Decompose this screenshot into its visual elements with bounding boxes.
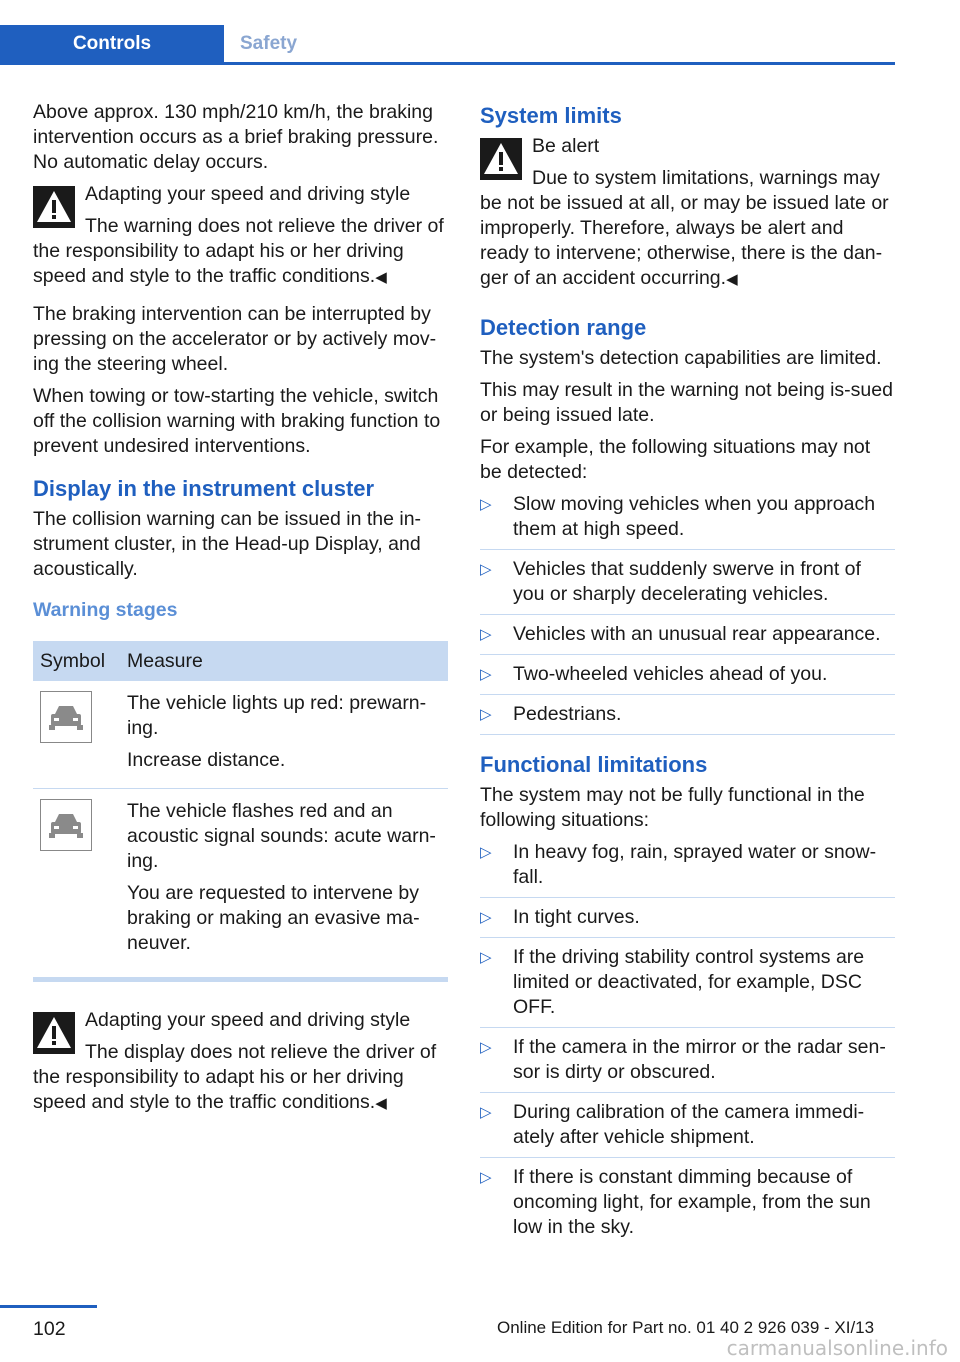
bullet-triangle-icon: ▷ [480, 706, 492, 723]
paragraph: The braking intervention can be interrupted by pressing on the accelerator or by actively mov‐ing the steering wheel. [33, 303, 437, 375]
paragraph: This may result in the warning not being is‐sued or being issued late. [480, 379, 893, 426]
bullet-triangle-icon: ▷ [480, 909, 492, 926]
subsection-heading: Warning stages [33, 599, 178, 621]
footer-rule [0, 1305, 97, 1308]
detection-list [480, 492, 895, 735]
measure-text: The vehicle lights up red: prewarn‐ing. [127, 692, 427, 739]
list-item: ▷ In tight curves. [480, 905, 895, 938]
vehicle-warning-symbol-icon [40, 799, 92, 851]
paragraph: The system's detection capabilities are limited. [480, 347, 882, 369]
warning-triangle-icon [480, 138, 522, 180]
bullet-triangle-icon: ▷ [480, 844, 492, 861]
end-mark-icon: ◀ [375, 1095, 387, 1112]
table-cell-measure [120, 789, 448, 980]
list-item: ▷ Vehicles that suddenly swerve in front of you or sharply decelerating vehicles. [480, 557, 895, 615]
bullet-triangle-icon: ▷ [480, 561, 492, 578]
functional-limitations-list [480, 840, 895, 1247]
end-mark-icon: ◀ [375, 269, 387, 286]
warning-title: Be alert [532, 135, 600, 157]
tab-safety[interactable]: Safety [240, 33, 298, 54]
bullet-triangle-icon: ▷ [480, 626, 492, 643]
list-item: ▷ During calibration of the camera immedi‐ately after vehicle shipment. [480, 1100, 895, 1158]
paragraph: The system may not be fully functional in the following situations: [480, 784, 865, 831]
paragraph: The collision warning can be issued in the in‐strument cluster, in the Head-up Display, and acoustically. [33, 508, 422, 580]
list-item: ▷ If the camera in the mirror or the radar sen‐sor is dirty or obscured. [480, 1035, 895, 1093]
table-header-measure: Measure [120, 641, 448, 681]
table-cell-symbol [33, 789, 120, 980]
page-number: 102 [33, 1318, 66, 1340]
bullet-triangle-icon: ▷ [480, 496, 492, 513]
list-item: ▷ Vehicles with an unusual rear appearance. [480, 622, 895, 655]
watermark: carmanualsonline.info [726, 1336, 948, 1360]
list-item: ▷ If there is constant dimming because of oncoming light, for example, from the sun low in the sky. [480, 1166, 871, 1238]
header-tabs [0, 25, 895, 65]
list-item: ▷ Slow moving vehicles when you approach them at high speed. [480, 492, 895, 550]
bullet-triangle-icon: ▷ [480, 1039, 492, 1056]
warning-block [33, 1008, 448, 1116]
list-item: ▷ Pedestrians. [480, 702, 895, 735]
end-mark-icon: ◀ [726, 271, 738, 288]
section-heading: Display in the instrument cluster [33, 476, 375, 501]
table-cell-symbol [33, 681, 120, 789]
table-row [33, 681, 448, 789]
table-header-row [33, 641, 448, 681]
paragraph: For example, the following situations may not be detected: [480, 436, 871, 483]
measure-text: The vehicle flashes red and an acoustic signal sounds: acute warn‐ing. [127, 800, 436, 872]
list-item: ▷ If the driving stability control systems are limited or deactivated, for example, DSC OFF. [480, 945, 895, 1028]
section-heading: Detection range [480, 315, 647, 340]
bullet-triangle-icon: ▷ [480, 1104, 492, 1121]
paragraph: When towing or tow-starting the vehicle, switch off the collision warning with braking function to prevent undesired interventions. [33, 385, 441, 457]
warning-title: Adapting your speed and driving style [85, 1009, 411, 1031]
vehicle-warning-symbol-icon [40, 691, 92, 743]
warning-title: Adapting your speed and driving style [85, 183, 411, 205]
warning-body: The display does not relieve the driver of the responsibility to adapt his or her driving speed and style to the traffic conditions.◀ [33, 1041, 437, 1113]
table-row [33, 789, 448, 980]
warning-block [480, 134, 895, 292]
left-column [33, 100, 448, 1128]
section-heading: System limits [480, 103, 622, 128]
bullet-triangle-icon: ▷ [480, 666, 492, 683]
warning-triangle-icon [33, 1012, 75, 1054]
measure-text: You are requested to intervene by braking or making an evasive ma‐neuver. [127, 882, 420, 954]
table-cell-measure [120, 681, 448, 789]
warning-block [33, 182, 448, 290]
bullet-triangle-icon: ▷ [480, 1169, 492, 1186]
section-heading: Functional limitations [480, 752, 708, 777]
warning-body: Due to system limitations, warnings may be not be issued at all, or may be issued late or improperly. Therefore, always be alert and ready to intervene; otherwise, there is the dan‐ger of an accident occurring.◀ [480, 167, 889, 289]
right-column [480, 100, 895, 1255]
measure-text: Increase distance. [127, 749, 286, 771]
warning-triangle-icon [33, 186, 75, 228]
list-item: ▷ In heavy fog, rain, sprayed water or snow‐fall. [480, 840, 895, 898]
warning-stages-table [33, 641, 448, 982]
tab-controls[interactable]: Controls [0, 25, 224, 62]
warning-body: The warning does not relieve the driver of the responsibility to adapt his or her driving speed and style to the traffic conditions.◀ [33, 215, 444, 287]
list-item: ▷ Two-wheeled vehicles ahead of you. [480, 662, 895, 695]
edition-note: Online Edition for Part no. 01 40 2 926 039 - XI/13 [497, 1318, 875, 1337]
paragraph: Above approx. 130 mph/210 km/h, the braking intervention occurs as a brief braking pressure. No automatic delay occurs. [33, 101, 439, 173]
bullet-triangle-icon: ▷ [480, 949, 492, 966]
table-header-symbol: Symbol [33, 641, 120, 681]
